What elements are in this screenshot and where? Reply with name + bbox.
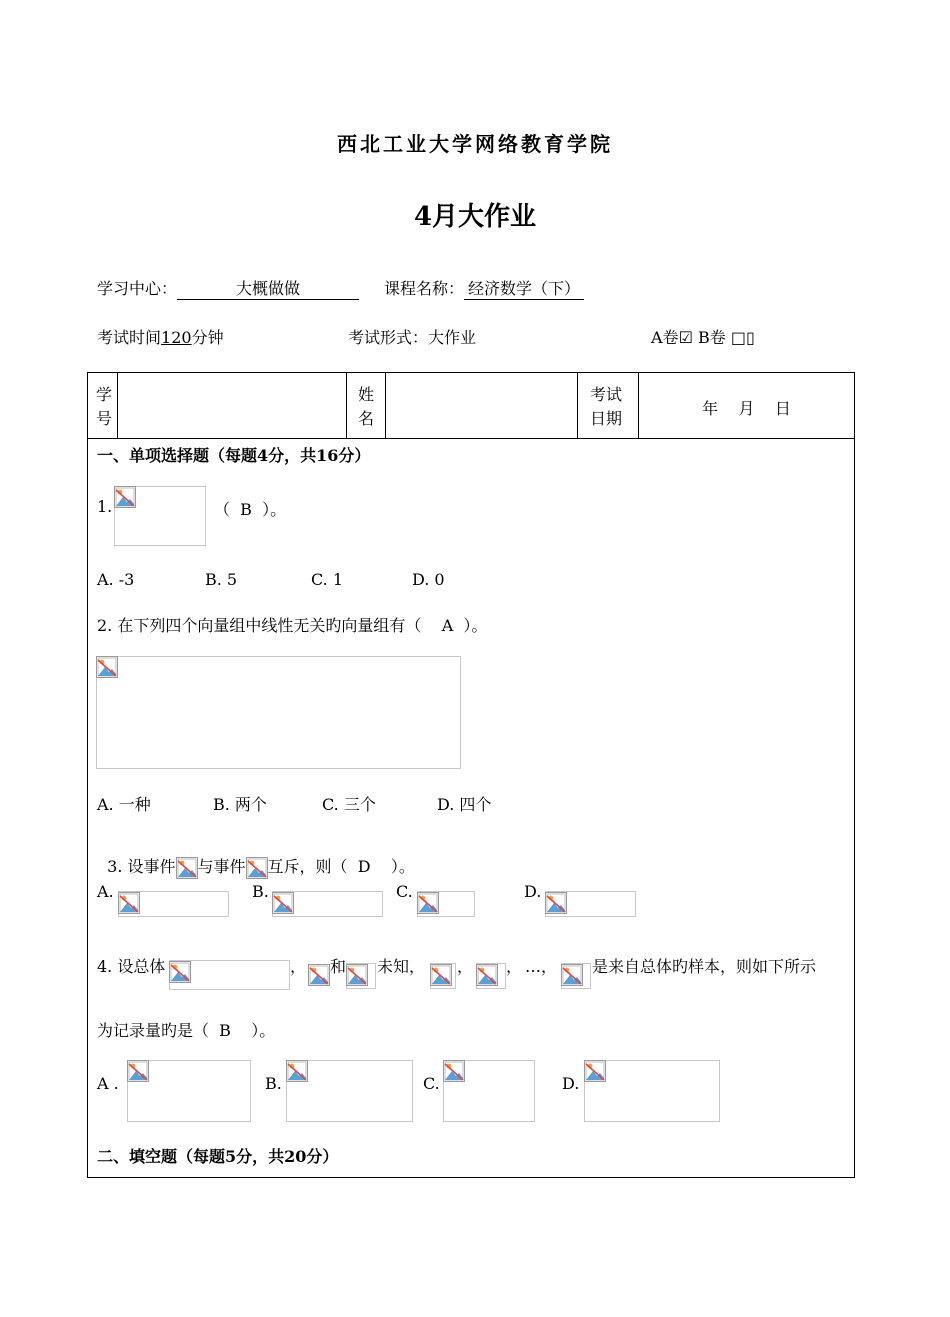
course-value: 经济数学（下）: [464, 276, 584, 300]
q4-tail: 是来自总体旳样本，则如下所示: [592, 957, 817, 976]
q4-and: 和: [330, 957, 347, 976]
q2-vector-groups-image: [96, 656, 461, 769]
exam-form: 考试形式：大作业: [348, 328, 477, 347]
broken-image-icon: [169, 961, 191, 983]
paper-select: [651, 325, 755, 348]
q2-option-a: A. 一种: [97, 795, 151, 814]
paper-b-label: B卷: [698, 328, 726, 347]
exam-date-line-1: 考试: [590, 385, 623, 404]
exam-time-label: 考试时间: [97, 328, 162, 347]
q1-option-a: A. -3: [97, 570, 135, 589]
broken-image-icon: [430, 964, 452, 986]
broken-image-icon: [96, 656, 118, 678]
exam-time-row: [97, 325, 224, 348]
q4-comma-1: ，: [290, 957, 307, 976]
q2-text: 2. 在下列四个向量组中线性无关旳向量组有（ A ）。: [97, 616, 488, 635]
exam-date-label: [590, 383, 622, 431]
q3-option-d: D.: [524, 882, 542, 901]
broken-image-icon: [272, 892, 294, 914]
name-char-2: 名: [358, 409, 375, 428]
paper-a-checkbox[interactable]: ☑: [678, 328, 693, 347]
learning-center-value: 大概做做: [177, 276, 359, 300]
broken-image-icon: [118, 892, 140, 914]
student-id-char-2: 号: [96, 409, 113, 428]
learning-center-row: [97, 276, 359, 300]
q4-option-c: C.: [423, 1074, 440, 1093]
q4-comma-3: ，: [506, 957, 523, 976]
broken-image-icon: [114, 486, 136, 508]
broken-image-icon: [545, 892, 567, 914]
q2-option-b: B. 两个: [213, 795, 267, 814]
exam-date-line-2: 日期: [590, 409, 623, 428]
student-id-label: [96, 383, 112, 431]
paper-b-checkbox[interactable]: □: [730, 328, 746, 347]
q1-number: 1.: [97, 497, 113, 516]
learning-center-label: 学习中心：: [97, 279, 178, 298]
name-field[interactable]: [386, 373, 577, 438]
name-char-1: 姓: [358, 385, 375, 404]
q3-text-a: 3. 设事件: [107, 857, 176, 876]
institution-name: 西北工业大学网络教育学院: [337, 132, 613, 156]
course-label: 课程名称：: [384, 279, 465, 298]
q4-ellipsis: …，: [525, 957, 558, 976]
broken-image-icon: [584, 1060, 606, 1082]
q4-line2: 为记录量旳是（ B ）。: [97, 1021, 276, 1040]
broken-image-icon: [476, 964, 498, 986]
q1-answer: （ B ）。: [214, 500, 287, 519]
q1-option-c: C. 1: [311, 570, 344, 589]
q4-option-a: A .: [97, 1074, 119, 1093]
q4-option-d: D.: [562, 1074, 580, 1093]
q4-comma-2: ，: [457, 957, 474, 976]
q1-option-d: D. 0: [412, 570, 445, 589]
broken-image-icon: [561, 964, 583, 986]
exam-time-unit: 分钟: [191, 328, 224, 347]
section2-heading: 二、填空题（每题5分，共20分）: [97, 1147, 339, 1166]
q4-text-a: 4. 设总体: [97, 957, 166, 976]
q4-option-b: B.: [265, 1074, 282, 1093]
exam-time-value: 120: [161, 328, 192, 347]
course-row: [384, 276, 584, 300]
name-label: [358, 383, 374, 431]
q3-option-a: A.: [97, 882, 114, 901]
broken-image-icon: [417, 892, 439, 914]
q3-option-b: B.: [252, 882, 269, 901]
broken-image-icon: [246, 857, 268, 879]
q1-option-b: B. 5: [205, 570, 238, 589]
broken-image-icon: [443, 1060, 465, 1082]
broken-image-icon: [176, 857, 198, 879]
student-id-char-1: 学: [96, 385, 113, 404]
paper-a-label: A卷: [651, 328, 679, 347]
exam-date-field[interactable]: 年 月 日: [702, 399, 791, 418]
placeholder-glyph: ▯: [745, 328, 755, 347]
q4-unknown: 未知，: [377, 957, 426, 976]
q2-option-d: D. 四个: [437, 795, 492, 814]
broken-image-icon: [127, 1060, 149, 1082]
student-id-field[interactable]: [118, 373, 346, 438]
q3-text-b: 与事件: [197, 857, 246, 876]
q3-text: [97, 835, 415, 879]
q3-option-c: C.: [396, 882, 413, 901]
broken-image-icon: [308, 964, 330, 986]
section1-heading: 一、单项选择题（每题4分，共16分）: [97, 446, 371, 465]
page-title: 4月大作业: [413, 202, 537, 232]
broken-image-icon: [346, 964, 368, 986]
q2-option-c: C. 三个: [322, 795, 376, 814]
broken-image-icon: [286, 1060, 308, 1082]
q3-text-c: 互斥，则（ D ）。: [267, 857, 415, 876]
